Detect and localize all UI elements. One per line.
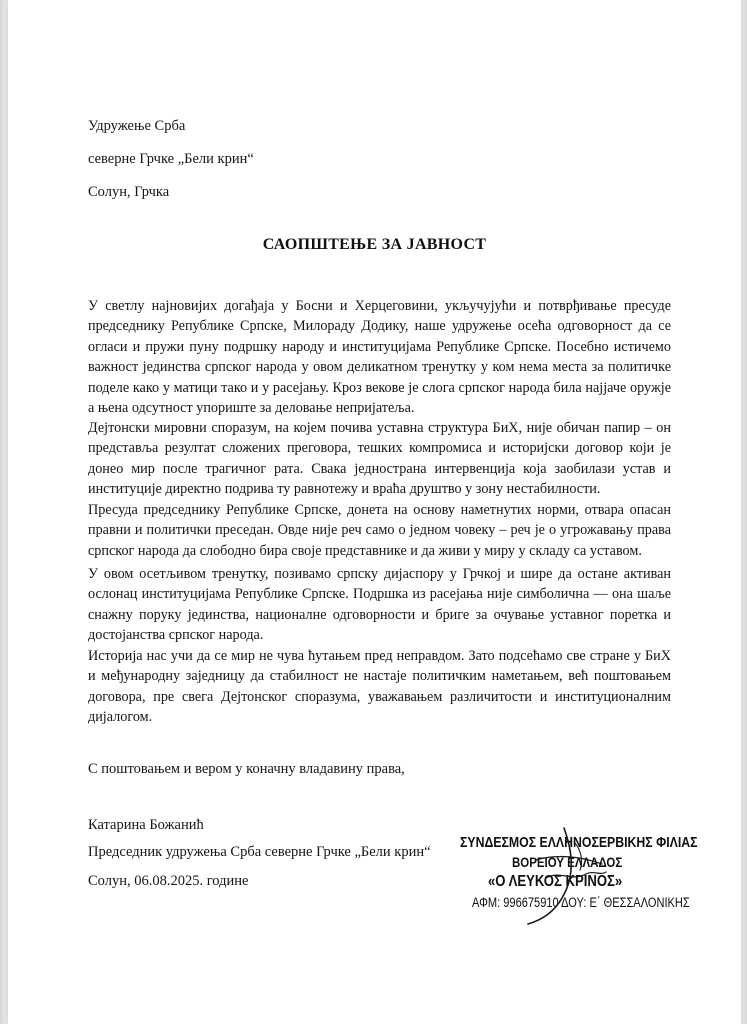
signer-role: Председник удружења Срба северне Грчке „Бели крин“ (88, 844, 431, 860)
place-and-date: Солун, 06.08.2025. године (88, 873, 249, 889)
paragraph-4: У овом осетљивом тренутку, позивамо српску дијаспору у Грчкој и шире да остане активан ослонац институцијама Републике Српске. Подршка из расејања није симболична — она шаље снажну поруку јединства, националне одговорности и бриге за очување уставног поретка и достојанства српског народа. (88, 566, 671, 644)
paragraph-3: Пресуда председнику Републике Српске, донета на основу наметнутих норми, отвара опасан правни и политички преседан. Овде није реч само о једном човеку – реч је о угрожавању права српског народа да слободно бира своје представнике и да живи у миру у складу са уставом. (88, 502, 671, 559)
sender-region: северне Грчке „Бели крин“ (88, 151, 254, 167)
handwritten-signature-icon (476, 820, 626, 930)
sender-city: Солун, Грчка (88, 184, 170, 200)
paragraph-1: У светлу најновијих догађаја у Босни и Херцеговини, укључујући и потврђивање пресуде председнику Републике Српске, Милораду Додику, наше удружење осећа одговорност да се огласи и пружи пуну подршку народу и институцијама Републике Српске. Посебно истичемо важност јединства српског народа у овом деликатном тренутку у ком нема места за политичке поделе како у матици тако и у расејању. Кроз векове је слога српског народа била најјаче оружје а њена одсутност упориште за деловање непријатеља. (88, 298, 671, 417)
paragraph-5: Историја нас учи да се мир не чува ћутањем пред неправдом. Зато подсећамо све стране у БиХ и међународну заједницу да стабилност не настаје политичким наметањем, већ поштовањем договора, пре свега Дејтонског споразума, уважавањем различитости и институционалним дијалогом. (88, 648, 671, 726)
signer-name: Катарина Божанић (88, 817, 204, 833)
closing-line: С поштовањем и вером у коначну владавину права, (88, 761, 405, 777)
stamp-line-4: ΑΦΜ: 996675910 ΔΟΥ: Ε΄ ΘΕΣΣΑΛΟΝΙΚΗΣ (472, 895, 690, 910)
letter-page (8, 0, 741, 1024)
stamp-line-2: ΒΟΡΕΙΟΥ ΕΛΛΑΔΟΣ (512, 854, 623, 870)
stamp-line-3: «Ο ΛΕΥΚΟΣ ΚΡΙΝΟΣ» (488, 873, 623, 890)
paragraph-2: Дејтонски мировни споразум, на којем почива уставна структура БиХ, није обичан папир – он представља резултат сложених преговора, тешких компромиса и историјски договор који је донео мир после трагичног рата. Свака једнострана интервенција која заобилази устав и институције директно подрива ту равнотежу и враћа друштво у зону нестабилности. (88, 420, 671, 498)
sender-name: Удружење Срба (88, 118, 186, 134)
stamp-line-1: ΣΥΝΔΕΣΜΟΣ ΕΛΛΗΝΟΣΕΡΒΙΚΗΣ ΦΙΛΙΑΣ (460, 834, 698, 851)
document-title: САОПШТЕЊЕ ЗА ЈАВНОСТ (262, 236, 487, 253)
